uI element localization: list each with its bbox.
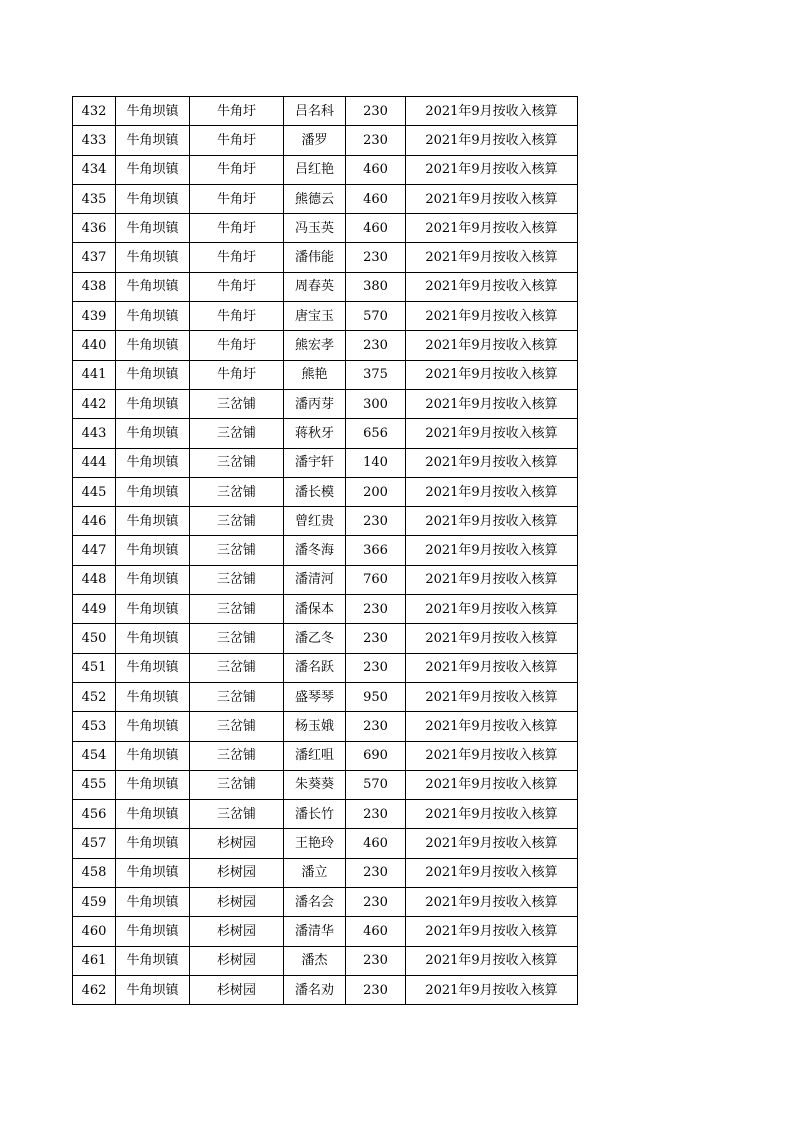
town-cell: 牛角坝镇 <box>116 477 190 506</box>
table-row <box>73 243 578 272</box>
note-cell: 2021年9月按收入核算 <box>406 331 578 360</box>
town-cell: 牛角坝镇 <box>116 302 190 331</box>
amount-cell: 230 <box>346 624 406 653</box>
name-cell: 潘名跃 <box>284 653 346 682</box>
row-number-cell: 435 <box>73 184 116 213</box>
row-number-cell: 457 <box>73 829 116 858</box>
row-number-cell: 454 <box>73 741 116 770</box>
table-body <box>73 97 578 1005</box>
table-row <box>73 155 578 184</box>
note-cell: 2021年9月按收入核算 <box>406 184 578 213</box>
village-cell: 杉树园 <box>190 858 284 887</box>
note-cell: 2021年9月按收入核算 <box>406 126 578 155</box>
name-cell: 潘名劝 <box>284 975 346 1004</box>
note-cell: 2021年9月按收入核算 <box>406 682 578 711</box>
name-cell: 王艳玲 <box>284 829 346 858</box>
amount-cell: 230 <box>346 653 406 682</box>
village-cell: 杉树园 <box>190 888 284 917</box>
table-row <box>73 184 578 213</box>
amount-cell: 230 <box>346 507 406 536</box>
note-cell: 2021年9月按收入核算 <box>406 155 578 184</box>
table-row <box>73 302 578 331</box>
amount-cell: 570 <box>346 302 406 331</box>
town-cell: 牛角坝镇 <box>116 946 190 975</box>
town-cell: 牛角坝镇 <box>116 97 190 126</box>
note-cell: 2021年9月按收入核算 <box>406 448 578 477</box>
row-number-cell: 441 <box>73 360 116 389</box>
town-cell: 牛角坝镇 <box>116 331 190 360</box>
row-number-cell: 443 <box>73 419 116 448</box>
amount-cell: 570 <box>346 770 406 799</box>
village-cell: 三岔铺 <box>190 741 284 770</box>
amount-cell: 460 <box>346 829 406 858</box>
village-cell: 三岔铺 <box>190 536 284 565</box>
row-number-cell: 460 <box>73 917 116 946</box>
row-number-cell: 437 <box>73 243 116 272</box>
table-row <box>73 97 578 126</box>
town-cell: 牛角坝镇 <box>116 800 190 829</box>
town-cell: 牛角坝镇 <box>116 507 190 536</box>
town-cell: 牛角坝镇 <box>116 741 190 770</box>
table-row <box>73 770 578 799</box>
name-cell: 熊艳 <box>284 360 346 389</box>
note-cell: 2021年9月按收入核算 <box>406 917 578 946</box>
note-cell: 2021年9月按收入核算 <box>406 565 578 594</box>
table-row <box>73 214 578 243</box>
amount-cell: 366 <box>346 536 406 565</box>
amount-cell: 230 <box>346 975 406 1004</box>
name-cell: 潘宇轩 <box>284 448 346 477</box>
amount-cell: 230 <box>346 331 406 360</box>
note-cell: 2021年9月按收入核算 <box>406 243 578 272</box>
amount-cell: 230 <box>346 946 406 975</box>
row-number-cell: 461 <box>73 946 116 975</box>
amount-cell: 230 <box>346 595 406 624</box>
amount-cell: 460 <box>346 917 406 946</box>
name-cell: 吕红艳 <box>284 155 346 184</box>
amount-cell: 230 <box>346 243 406 272</box>
town-cell: 牛角坝镇 <box>116 770 190 799</box>
note-cell: 2021年9月按收入核算 <box>406 741 578 770</box>
town-cell: 牛角坝镇 <box>116 360 190 389</box>
village-cell: 三岔铺 <box>190 565 284 594</box>
note-cell: 2021年9月按收入核算 <box>406 272 578 301</box>
village-cell: 三岔铺 <box>190 624 284 653</box>
table-row <box>73 946 578 975</box>
table-row <box>73 595 578 624</box>
table-row <box>73 800 578 829</box>
amount-cell: 460 <box>346 214 406 243</box>
name-cell: 熊宏孝 <box>284 331 346 360</box>
name-cell: 潘冬海 <box>284 536 346 565</box>
name-cell: 周春英 <box>284 272 346 301</box>
amount-cell: 950 <box>346 682 406 711</box>
town-cell: 牛角坝镇 <box>116 829 190 858</box>
row-number-cell: 438 <box>73 272 116 301</box>
town-cell: 牛角坝镇 <box>116 126 190 155</box>
name-cell: 潘杰 <box>284 946 346 975</box>
note-cell: 2021年9月按收入核算 <box>406 214 578 243</box>
town-cell: 牛角坝镇 <box>116 624 190 653</box>
row-number-cell: 458 <box>73 858 116 887</box>
town-cell: 牛角坝镇 <box>116 243 190 272</box>
village-cell: 牛角圩 <box>190 243 284 272</box>
data-table <box>72 96 578 1005</box>
table-row <box>73 682 578 711</box>
town-cell: 牛角坝镇 <box>116 184 190 213</box>
row-number-cell: 447 <box>73 536 116 565</box>
note-cell: 2021年9月按收入核算 <box>406 389 578 418</box>
name-cell: 潘丙芽 <box>284 389 346 418</box>
note-cell: 2021年9月按收入核算 <box>406 858 578 887</box>
amount-cell: 200 <box>346 477 406 506</box>
table-row <box>73 653 578 682</box>
village-cell: 牛角圩 <box>190 302 284 331</box>
note-cell: 2021年9月按收入核算 <box>406 712 578 741</box>
table-row <box>73 858 578 887</box>
name-cell: 潘长竹 <box>284 800 346 829</box>
village-cell: 杉树园 <box>190 946 284 975</box>
village-cell: 三岔铺 <box>190 419 284 448</box>
town-cell: 牛角坝镇 <box>116 975 190 1004</box>
amount-cell: 230 <box>346 858 406 887</box>
village-cell: 三岔铺 <box>190 712 284 741</box>
village-cell: 三岔铺 <box>190 477 284 506</box>
village-cell: 牛角圩 <box>190 214 284 243</box>
village-cell: 牛角圩 <box>190 126 284 155</box>
name-cell: 唐宝玉 <box>284 302 346 331</box>
village-cell: 三岔铺 <box>190 770 284 799</box>
table-row <box>73 507 578 536</box>
note-cell: 2021年9月按收入核算 <box>406 97 578 126</box>
town-cell: 牛角坝镇 <box>116 419 190 448</box>
name-cell: 盛琴琴 <box>284 682 346 711</box>
town-cell: 牛角坝镇 <box>116 272 190 301</box>
name-cell: 潘立 <box>284 858 346 887</box>
table-row <box>73 741 578 770</box>
village-cell: 牛角圩 <box>190 360 284 389</box>
name-cell: 蒋秋牙 <box>284 419 346 448</box>
note-cell: 2021年9月按收入核算 <box>406 536 578 565</box>
village-cell: 牛角圩 <box>190 184 284 213</box>
note-cell: 2021年9月按收入核算 <box>406 653 578 682</box>
row-number-cell: 442 <box>73 389 116 418</box>
note-cell: 2021年9月按收入核算 <box>406 800 578 829</box>
note-cell: 2021年9月按收入核算 <box>406 477 578 506</box>
row-number-cell: 439 <box>73 302 116 331</box>
row-number-cell: 440 <box>73 331 116 360</box>
village-cell: 三岔铺 <box>190 653 284 682</box>
note-cell: 2021年9月按收入核算 <box>406 888 578 917</box>
note-cell: 2021年9月按收入核算 <box>406 419 578 448</box>
table-row <box>73 389 578 418</box>
amount-cell: 690 <box>346 741 406 770</box>
row-number-cell: 456 <box>73 800 116 829</box>
town-cell: 牛角坝镇 <box>116 155 190 184</box>
amount-cell: 656 <box>346 419 406 448</box>
village-cell: 三岔铺 <box>190 448 284 477</box>
town-cell: 牛角坝镇 <box>116 565 190 594</box>
name-cell: 潘红咀 <box>284 741 346 770</box>
village-cell: 三岔铺 <box>190 682 284 711</box>
row-number-cell: 450 <box>73 624 116 653</box>
note-cell: 2021年9月按收入核算 <box>406 829 578 858</box>
amount-cell: 140 <box>346 448 406 477</box>
village-cell: 三岔铺 <box>190 507 284 536</box>
name-cell: 冯玉英 <box>284 214 346 243</box>
village-cell: 杉树园 <box>190 975 284 1004</box>
name-cell: 潘保本 <box>284 595 346 624</box>
amount-cell: 230 <box>346 712 406 741</box>
name-cell: 杨玉娥 <box>284 712 346 741</box>
note-cell: 2021年9月按收入核算 <box>406 595 578 624</box>
name-cell: 潘罗 <box>284 126 346 155</box>
town-cell: 牛角坝镇 <box>116 389 190 418</box>
row-number-cell: 436 <box>73 214 116 243</box>
table-row <box>73 477 578 506</box>
name-cell: 潘清华 <box>284 917 346 946</box>
village-cell: 牛角圩 <box>190 331 284 360</box>
note-cell: 2021年9月按收入核算 <box>406 360 578 389</box>
note-cell: 2021年9月按收入核算 <box>406 975 578 1004</box>
name-cell: 曾红贵 <box>284 507 346 536</box>
village-cell: 牛角圩 <box>190 97 284 126</box>
village-cell: 杉树园 <box>190 917 284 946</box>
village-cell: 杉树园 <box>190 829 284 858</box>
row-number-cell: 434 <box>73 155 116 184</box>
table-row <box>73 272 578 301</box>
note-cell: 2021年9月按收入核算 <box>406 302 578 331</box>
town-cell: 牛角坝镇 <box>116 214 190 243</box>
amount-cell: 760 <box>346 565 406 594</box>
row-number-cell: 433 <box>73 126 116 155</box>
village-cell: 三岔铺 <box>190 389 284 418</box>
name-cell: 吕名科 <box>284 97 346 126</box>
row-number-cell: 459 <box>73 888 116 917</box>
village-cell: 牛角圩 <box>190 155 284 184</box>
amount-cell: 375 <box>346 360 406 389</box>
note-cell: 2021年9月按收入核算 <box>406 507 578 536</box>
town-cell: 牛角坝镇 <box>116 595 190 624</box>
table-row <box>73 975 578 1004</box>
row-number-cell: 449 <box>73 595 116 624</box>
table-row <box>73 360 578 389</box>
row-number-cell: 455 <box>73 770 116 799</box>
table-row <box>73 888 578 917</box>
amount-cell: 460 <box>346 184 406 213</box>
row-number-cell: 448 <box>73 565 116 594</box>
town-cell: 牛角坝镇 <box>116 888 190 917</box>
row-number-cell: 451 <box>73 653 116 682</box>
name-cell: 潘伟能 <box>284 243 346 272</box>
name-cell: 潘长模 <box>284 477 346 506</box>
row-number-cell: 453 <box>73 712 116 741</box>
table-row <box>73 536 578 565</box>
amount-cell: 230 <box>346 97 406 126</box>
town-cell: 牛角坝镇 <box>116 448 190 477</box>
name-cell: 朱葵葵 <box>284 770 346 799</box>
row-number-cell: 446 <box>73 507 116 536</box>
row-number-cell: 462 <box>73 975 116 1004</box>
table-row <box>73 565 578 594</box>
table-row <box>73 126 578 155</box>
town-cell: 牛角坝镇 <box>116 682 190 711</box>
row-number-cell: 444 <box>73 448 116 477</box>
note-cell: 2021年9月按收入核算 <box>406 624 578 653</box>
table-row <box>73 712 578 741</box>
amount-cell: 300 <box>346 389 406 418</box>
village-cell: 三岔铺 <box>190 595 284 624</box>
amount-cell: 460 <box>346 155 406 184</box>
row-number-cell: 432 <box>73 97 116 126</box>
table-row <box>73 448 578 477</box>
note-cell: 2021年9月按收入核算 <box>406 946 578 975</box>
table-row <box>73 331 578 360</box>
table-row <box>73 419 578 448</box>
amount-cell: 230 <box>346 800 406 829</box>
town-cell: 牛角坝镇 <box>116 712 190 741</box>
table-row <box>73 829 578 858</box>
name-cell: 潘乙冬 <box>284 624 346 653</box>
town-cell: 牛角坝镇 <box>116 536 190 565</box>
village-cell: 牛角圩 <box>190 272 284 301</box>
amount-cell: 230 <box>346 888 406 917</box>
name-cell: 潘名会 <box>284 888 346 917</box>
village-cell: 三岔铺 <box>190 800 284 829</box>
table-row <box>73 917 578 946</box>
note-cell: 2021年9月按收入核算 <box>406 770 578 799</box>
row-number-cell: 445 <box>73 477 116 506</box>
name-cell: 潘清河 <box>284 565 346 594</box>
name-cell: 熊德云 <box>284 184 346 213</box>
town-cell: 牛角坝镇 <box>116 653 190 682</box>
town-cell: 牛角坝镇 <box>116 917 190 946</box>
amount-cell: 230 <box>346 126 406 155</box>
row-number-cell: 452 <box>73 682 116 711</box>
amount-cell: 380 <box>346 272 406 301</box>
table-row <box>73 624 578 653</box>
town-cell: 牛角坝镇 <box>116 858 190 887</box>
